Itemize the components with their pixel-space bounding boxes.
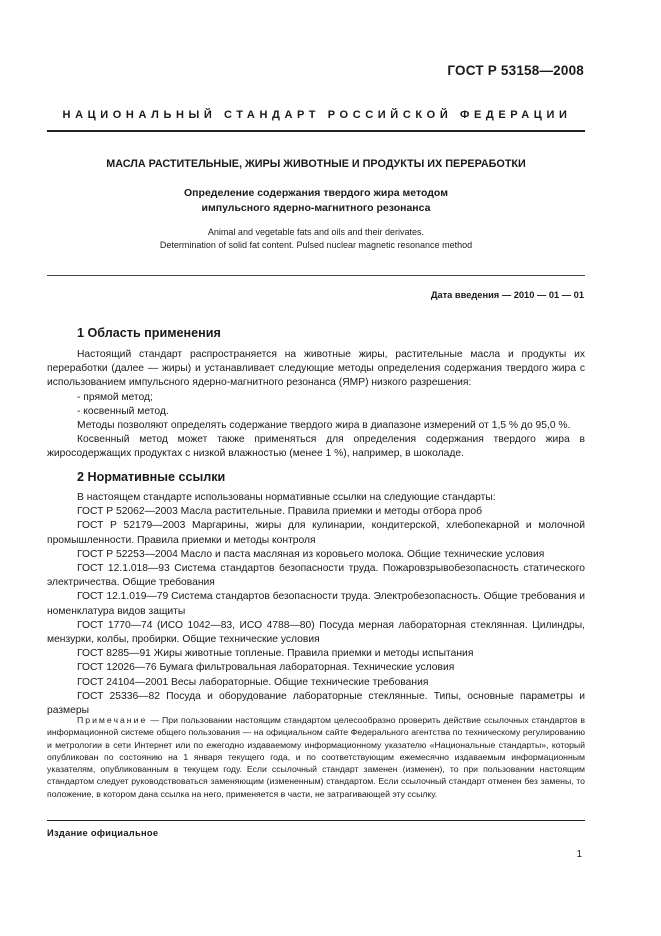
note-text: — При пользовании настоящим стандартом целесообразно проверить действие ссылочных стандартов в информационной системе общего пользования — на официальном сайте Федерального агентства по техническому регулированию и метрологии в сети Интернет или по ежегодно издаваемому информационному указателю «Национальные стандарты», который опубликован по состоянию на 1 января текущего года, и по соответствующим ежемесячно издаваемым информационным указателям, опубликованным в текущем году. Если ссылочный стандарт заменен (изменен), то при пользовании настоящим стандартом следует руководствоваться заменяющим (измененным) стандартом. Если ссылочный стандарт отменен без замены, то положение, в котором дана ссылка на него, применяется в части, не затрагивающей эту ссылку. [47,715,585,799]
section-1-heading: 1 Область применения [77,326,221,340]
subtitle-line-1: Определение содержания твердого жира методом [184,187,448,199]
reference-item: ГОСТ 12.1.018—93 Система стандартов безопасности труда. Пожаровзрывобезопасность статического электричества. Общие требования [47,563,585,589]
introduction-date: Дата введения — 2010 — 01 — 01 [430,290,584,300]
document-subtitle [47,186,585,216]
note-label: Примечание [77,715,148,725]
english-title-line-1: Animal and vegetable fats and oils and their derivates. [207,227,425,237]
document-title: МАСЛА РАСТИТЕЛЬНЫЕ, ЖИРЫ ЖИВОТНЫЕ И ПРОДУКТЫ ИХ ПЕРЕРАБОТКИ [106,158,526,170]
reference-item: ГОСТ 1770—74 (ИСО 1042—83, ИСО 4788—80) Посуда мерная лабораторная стеклянная. Цилиндры, мензурки, колбы, пробирки. Общие технические условия [47,619,585,646]
section-2-body [47,491,585,718]
english-title-line-2: Determination of solid fat content. Pulsed nuclear magnetic resonance method [159,240,473,250]
header-divider [47,130,585,132]
subtitle-line-2: импульсного ядерно-магнитного резонанса [201,202,431,214]
reference-item: ГОСТ 24104—2001 Весы лабораторные. Общие технические требования [77,676,429,688]
reference-item: ГОСТ 12026—76 Бумага фильтровальная лабораторная. Технические условия [77,662,455,674]
footer-divider [47,820,585,821]
edition-label: Издание официальное [47,828,159,838]
section-1-paragraph: Методы позволяют определять содержание твердого жира в диапазоне измерений от 1,5 % до 95,0 %. [77,420,571,432]
note-block [47,714,585,800]
section-1-list-item: - прямой метод; [77,391,153,403]
section-1-body [47,348,585,462]
reference-item: ГОСТ 12.1.019—79 Система стандартов безопасности труда. Электробезопасность. Общие требования и номенклатура видов защиты [47,591,585,617]
reference-item: ГОСТ Р 52062—2003 Масла растительные. Правила приемки и методы отбора проб [77,506,482,518]
intro-divider [47,275,585,276]
section-2-paragraph: В настоящем стандарте использованы нормативные ссылки на следующие стандарты: [77,492,496,503]
section-2-heading: 2 Нормативные ссылки [77,470,226,484]
section-1-list-item: - косвенный метод. [77,405,169,417]
english-title [47,226,585,252]
standard-code: ГОСТ Р 53158—2008 [447,63,584,78]
reference-item: ГОСТ Р 52179—2003 Маргарины, жиры для кулинарии, кондитерской, хлебопекарной и молочной промышленности. Правила приемки и методы контроля [47,520,585,546]
note-paragraph [47,714,585,800]
national-standard-banner: НАЦИОНАЛЬНЫЙ СТАНДАРТ РОССИЙСКОЙ ФЕДЕРАЦИИ [62,109,572,121]
section-1-paragraph: Косвенный метод может также применяться для определения содержания твердого жира в жиросодержащих продуктах с низкой влажностью (менее 1 %), например, в шоколаде. [47,434,585,460]
reference-item: ГОСТ Р 52253—2004 Масло и паста масляная из коровьего молока. Общие технические условия [77,548,545,560]
reference-item: ГОСТ 25336—82 Посуда и оборудование лабораторные стеклянные. Типы, основные параметры и размеры [47,690,585,717]
page-number: 1 [576,849,582,860]
section-1-paragraph: Настоящий стандарт распространяется на животные жиры, растительные масла и продукты их переработки (далее — жиры) и устанавливает следующие методы определения содержания твердого жира с использованием импульсного ядерно-магнитного резонанса (ЯМР) низкого разрешения: [47,349,585,389]
reference-item: ГОСТ 8285—91 Жиры животные топленые. Правила приемки и методы испытания [77,648,474,660]
